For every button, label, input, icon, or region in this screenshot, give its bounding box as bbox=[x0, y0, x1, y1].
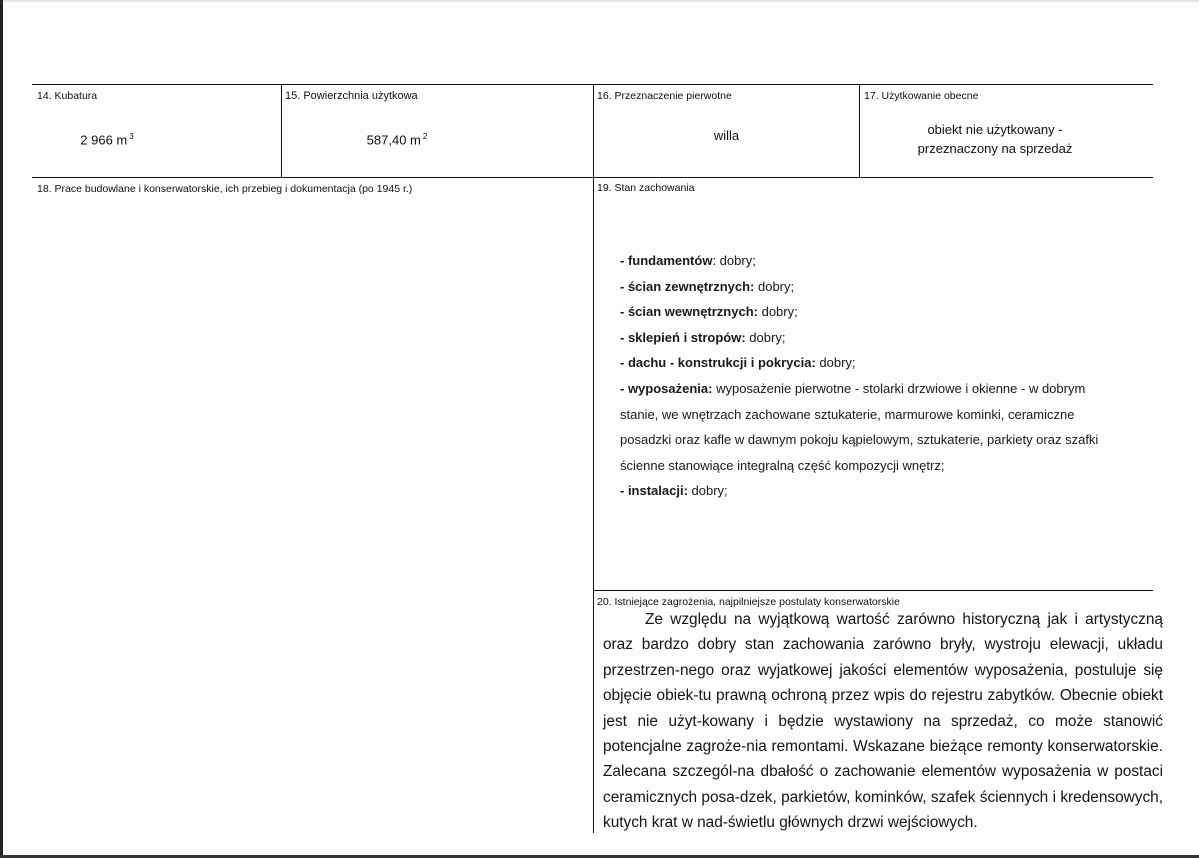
condition-item bbox=[620, 299, 1150, 325]
condition-item bbox=[620, 402, 1150, 428]
divider-14-15 bbox=[281, 84, 282, 177]
condition-item bbox=[620, 453, 1150, 479]
condition-key: - ścian wewnętrznych: bbox=[620, 304, 758, 320]
powierzchnia-value: 587,40 m bbox=[366, 132, 421, 148]
scan-edge-left bbox=[0, 0, 3, 858]
field-19-label: 19. Stan zachowania bbox=[597, 182, 695, 194]
condition-text: ścienne stanowiące integralną część kompozycji wnętrz; bbox=[620, 457, 945, 473]
field-14-label: 14. Kubatura bbox=[37, 90, 98, 102]
condition-item bbox=[620, 376, 1150, 402]
condition-text: posadzki oraz kafle w dawnym pokoju kąpielowym, sztukaterie, parkiety oraz szafki bbox=[620, 432, 1099, 448]
condition-item bbox=[620, 248, 1150, 274]
condition-text: wyposażenie pierwotne - stolarki drzwiowe i okienne - w dobrym bbox=[712, 380, 1086, 396]
condition-text: dobry; bbox=[754, 278, 795, 294]
condition-text: dobry; bbox=[757, 304, 798, 320]
condition-key: - sklepień i stropów: bbox=[620, 329, 746, 345]
condition-key: - ścian zewnętrznych: bbox=[620, 278, 755, 294]
condition-key: - instalacji: bbox=[620, 483, 688, 499]
condition-item bbox=[620, 427, 1150, 453]
condition-item bbox=[620, 274, 1150, 300]
threats-paragraph bbox=[603, 607, 1163, 836]
condition-item bbox=[620, 350, 1150, 376]
condition-list bbox=[620, 248, 1150, 504]
field-17-label: 17. Użytkowanie obecne bbox=[864, 90, 979, 102]
condition-item bbox=[620, 478, 1150, 504]
condition-text: dobry; bbox=[745, 329, 786, 345]
powierzchnia-superscript: 2 bbox=[422, 132, 428, 141]
field-15-value bbox=[282, 132, 512, 147]
uzytkowanie-line1: obiekt nie użytkowany - bbox=[927, 122, 1063, 137]
condition-key: - wyposażenia: bbox=[620, 380, 713, 396]
field-18-label: 18. Prace budowlane i konserwatorskie, ich przebieg i dokumentacja (po 1945 r.) bbox=[37, 183, 413, 195]
scan-edge-top bbox=[0, 0, 1199, 2]
condition-text: dobry; bbox=[716, 253, 756, 268]
field-15-label: 15. Powierzchnia użytkowa bbox=[285, 90, 418, 102]
field20-top-border bbox=[593, 590, 1153, 591]
threats-text: Ze względu na wyjątkową wartość zarówno historyczną jak i artystyczną oraz bardzo dobry stan zachowania zarówno bryły, wystroju elewacji, układu przestrzen-nego oraz wyjatkowej jakości elementów wyposażenia, postuluje się objęcie obiek-tu prawną ochroną przez wpis do rejestru zabytków. Obecnie obiekt jest nie użyt-kowany i będzie wystawiony na sprzedaż, co może stanowić potencjalne zagroże-nia remontami. Wskazane bieżące remonty konserwatorskie. Zalecana szczegól-na dbałość o zachowanie elementów wyposażenia w postaci ceramicznych posa-dzek, parkietów, kominków, szafek ściennych i kredensowych, kutych krat w nad-świetlu głównych drzwi wejściowych. bbox=[603, 611, 1163, 832]
field-14-value bbox=[32, 132, 182, 147]
field-16-value: willa bbox=[713, 128, 740, 143]
kubatura-superscript: 3 bbox=[129, 132, 134, 141]
uzytkowanie-line2: przeznaczony na sprzedaż bbox=[917, 141, 1073, 156]
divider-18-19 bbox=[593, 177, 594, 833]
condition-key: - dachu - konstrukcji i pokrycia: bbox=[620, 355, 816, 371]
condition-text: stanie, we wnętrzach zachowane sztukaterie, marmurowe kominki, ceramiczne bbox=[620, 406, 1075, 422]
field-17-value bbox=[860, 120, 1130, 158]
condition-text: dobry; bbox=[687, 483, 728, 499]
condition-text: dobry; bbox=[815, 355, 856, 371]
field-20-label: 20. Istniejące zagrożenia, najpilniejsze postulaty konserwatorskie bbox=[597, 596, 900, 608]
condition-separator: : bbox=[712, 253, 717, 268]
kubatura-value: 2 966 m bbox=[80, 132, 128, 148]
field-16-label: 16. Przeznaczenie pierwotne bbox=[597, 90, 732, 102]
condition-item bbox=[620, 325, 1150, 351]
condition-key: - fundamentów bbox=[620, 253, 713, 268]
